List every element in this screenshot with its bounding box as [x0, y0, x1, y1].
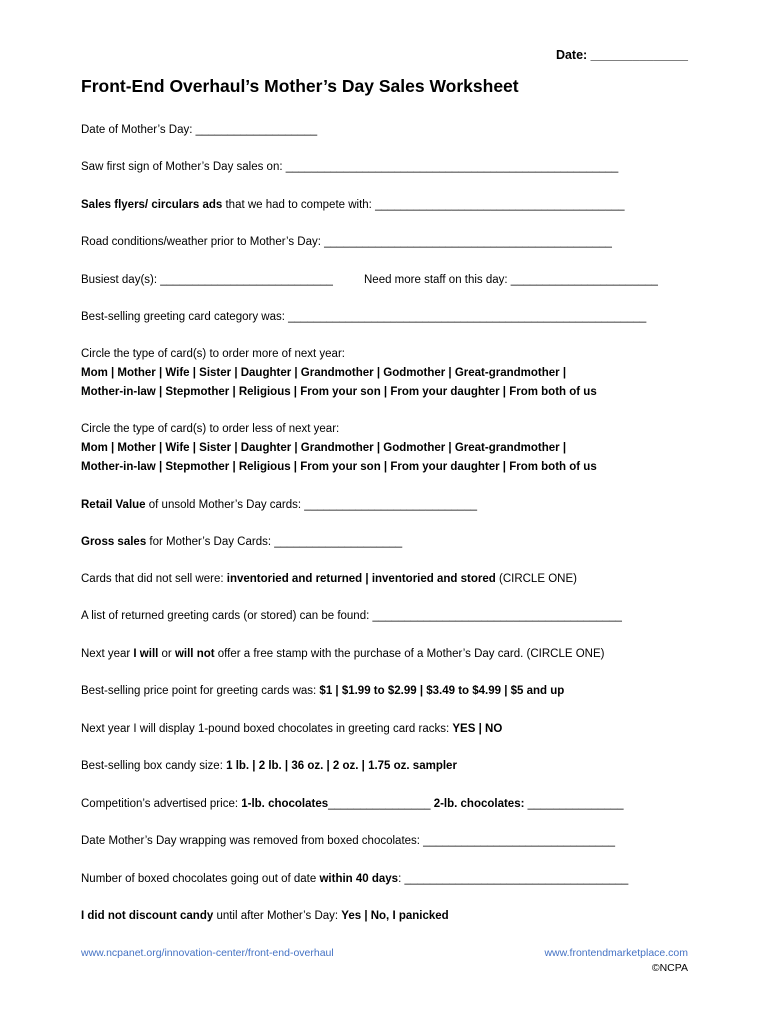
busiest-days-line: Busiest day(s): ___________________________	[81, 274, 333, 286]
out-of-date-rest: : ___________________________________	[398, 873, 629, 885]
retail-value-label: Retail Value	[81, 499, 146, 511]
sales-flyers-label: Sales flyers/ circulars ads	[81, 199, 223, 211]
candy-size-prefix: Best-selling box candy size:	[81, 760, 227, 772]
date-of-mothers-day-line: Date of Mother’s Day: ___________________	[81, 124, 318, 136]
retail-value-line	[81, 498, 477, 512]
gross-sales-label: Gross sales	[81, 536, 147, 548]
order-less-options-2: Mother-in-law | Stepmother | Religious | From your son | From your daughter | From both of us	[81, 461, 597, 473]
competition-2lb-label: 2-lb. chocolates:	[433, 798, 525, 810]
unsold-cards-prefix: Cards that did not sell were:	[81, 573, 227, 585]
order-less-intro: Circle the type of card(s) to order less of next year:	[81, 423, 340, 435]
discount-candy-options: Yes | No, I panicked	[341, 910, 449, 922]
wrapping-removed-line: Date Mother’s Day wrapping was removed from boxed chocolates: ______________________________	[81, 835, 616, 847]
unsold-cards-line	[81, 572, 577, 586]
gross-sales-line	[81, 535, 402, 549]
sales-flyers-text: that we had to compete with: _______________________________________	[222, 199, 625, 211]
sales-flyers-line	[81, 198, 625, 212]
chocolates-display-options: YES | NO	[452, 723, 503, 735]
free-stamp-rest: offer a free stamp with the purchase of a Mother’s Day card. (CIRCLE ONE)	[214, 648, 605, 660]
best-category-line: Best-selling greeting card category was: ________________________________________________________	[81, 311, 647, 323]
competition-price-line	[81, 797, 624, 811]
frontend-marketplace-link[interactable]: www.frontendmarketplace.com	[544, 947, 688, 959]
discount-candy-mid: until after Mother’s Day:	[213, 910, 342, 922]
order-more-intro: Circle the type of card(s) to order more of next year:	[81, 348, 345, 360]
competition-2lb-blank: _______________	[524, 798, 624, 810]
competition-1lb-label: 1-lb. chocolates	[241, 798, 329, 810]
order-more-options-1: Mom | Mother | Wife | Sister | Daughter | Grandmother | Godmother | Great-grandmother |	[81, 367, 567, 379]
candy-size-options: 1 lb. | 2 lb. | 36 oz. | 2 oz. | 1.75 oz. sampler	[226, 760, 457, 772]
date-field: Date: ______________	[555, 48, 688, 62]
more-staff-line: Need more staff on this day: _______________________	[364, 274, 658, 286]
page-title: Front-End Overhaul’s Mother’s Day Sales Worksheet	[81, 76, 519, 96]
discount-candy-line	[81, 909, 449, 923]
unsold-cards-options: inventoried and returned | inventoried and stored	[226, 573, 496, 585]
gross-sales-text: for Mother’s Day Cards: ____________________	[146, 536, 403, 548]
ncpa-innovation-link[interactable]: www.ncpanet.org/innovation-center/front-end-overhaul	[81, 947, 334, 959]
retail-value-text: of unsold Mother’s Day cards: ___________________________	[145, 499, 477, 511]
competition-1lb-blank: ________________	[328, 798, 434, 810]
candy-size-line	[81, 759, 457, 773]
order-more-options-2: Mother-in-law | Stepmother | Religious | From your son | From your daughter | From both of us	[81, 386, 597, 398]
free-stamp-prefix: Next year	[81, 648, 134, 660]
discount-candy-label: I did not discount candy	[81, 910, 214, 922]
out-of-date-prefix: Number of boxed chocolates going out of date	[81, 873, 320, 885]
out-of-date-line	[81, 872, 628, 886]
copyright-notice: ©NCPA	[651, 962, 688, 974]
competition-price-prefix: Competition’s advertised price:	[81, 798, 242, 810]
free-stamp-line	[81, 647, 604, 661]
price-point-prefix: Best-selling price point for greeting cards was:	[81, 685, 320, 697]
chocolates-display-prefix: Next year I will display 1-pound boxed chocolates in greeting card racks:	[81, 723, 453, 735]
chocolates-display-line	[81, 722, 502, 736]
free-stamp-will-not: will not	[174, 648, 215, 660]
order-less-options-1: Mom | Mother | Wife | Sister | Daughter | Grandmother | Godmother | Great-grandmother |	[81, 442, 567, 454]
free-stamp-or: or	[158, 648, 175, 660]
free-stamp-will: I will	[133, 648, 159, 660]
price-point-line	[81, 684, 564, 698]
unsold-cards-suffix: (CIRCLE ONE)	[495, 573, 577, 585]
returned-cards-line: A list of returned greeting cards (or stored) can be found: _______________________________________	[81, 610, 622, 622]
road-conditions-line: Road conditions/weather prior to Mother’s Day: _____________________________________________	[81, 236, 612, 248]
out-of-date-bold: within 40 days	[319, 873, 399, 885]
first-sign-line: Saw first sign of Mother’s Day sales on: ____________________________________________________	[81, 161, 619, 173]
price-point-options: $1 | $1.99 to $2.99 | $3.49 to $4.99 | $5 and up	[319, 685, 565, 697]
